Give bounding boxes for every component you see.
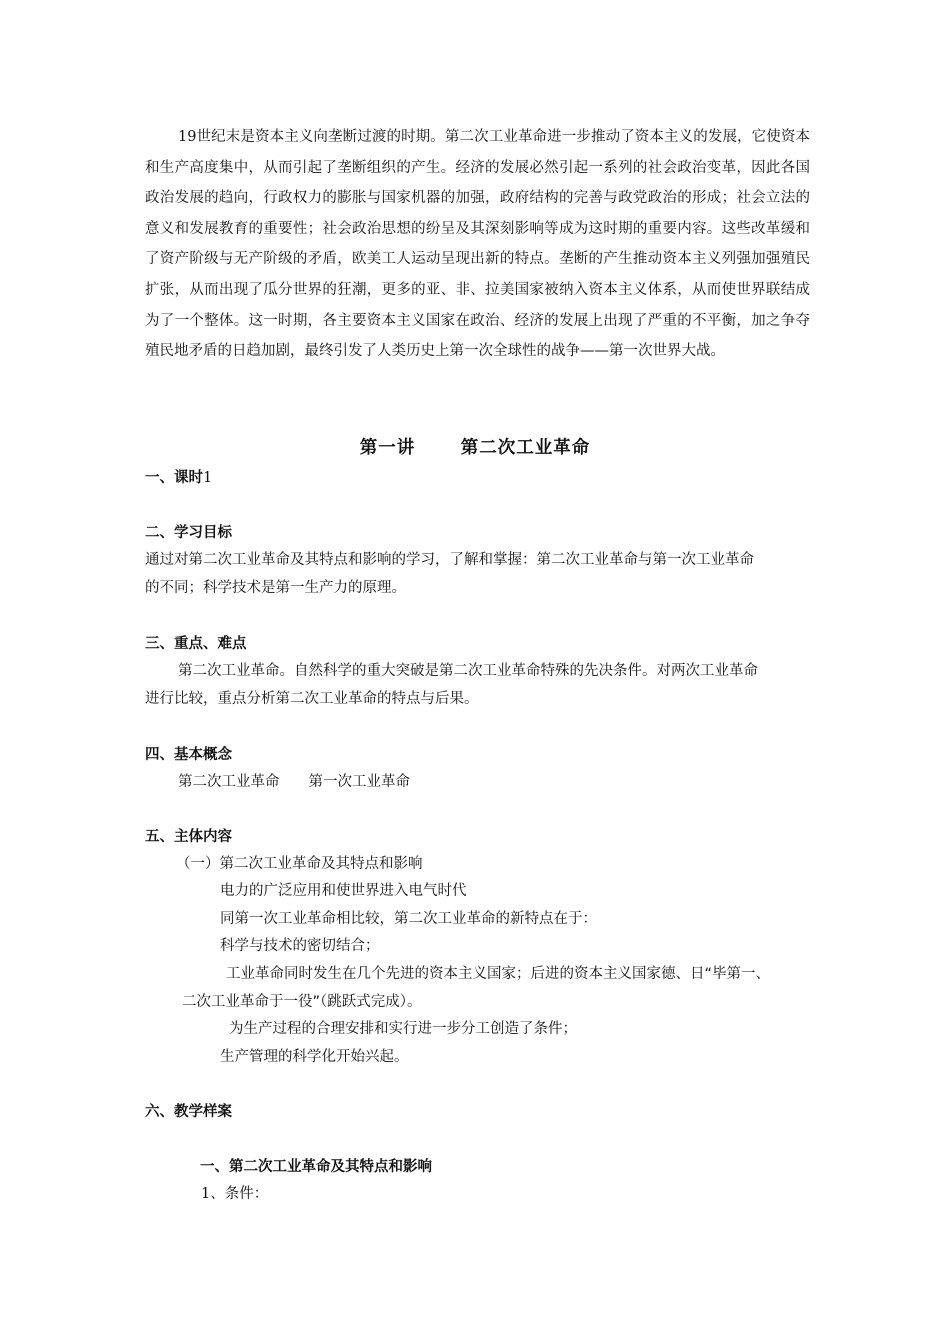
section-heading-teaching-sample: 六、教学样案 [145,1104,232,1120]
teaching-sample-item-1: 1、条件： [201,1186,269,1202]
main-content-line-7: 生产管理的科学化开始兴起。 [220,1049,409,1065]
section-heading-main-content: 五、主体内容 [145,829,232,845]
basic-concepts-line: 第二次工业革命 第一次工业革命 [178,774,410,790]
main-content-line-5: 二次工业革命于一役”（跳跃式完成）。 [182,994,422,1010]
key-points-line-2: 进行比较，重点分析第二次工业革命的特点与后果。 [145,691,479,707]
learning-goals-line-1: 通过对第二次工业革命及其特点和影响的学习，了解和掌握：第二次工业革命与第一次工业革命 [145,552,754,568]
main-content-line-1: 电力的广泛应用和使世界进入电气时代 [220,883,467,899]
main-content-line-2: 同第一次工业革命相比较，第二次工业革命的新特点在于： [220,911,597,927]
main-content-line-3: 科学与技术的密切结合； [220,938,380,954]
main-content-line-4: 工业革命同时发生在几个先进的资本主义国家；后进的资本主义国家德、日“毕第一、 [226,966,771,982]
section-heading-class-hours [145,466,212,487]
main-content-subheading: （一）第二次工业革命及其特点和影响 [176,856,423,872]
section-heading-learning-goals: 二、学习目标 [145,525,232,541]
intro-paragraph: 19世纪末是资本主义向垄断过渡的时期。第二次工业革命进一步推动了资本主义的发展，它使资本和生产高度集中，从而引起了垄断组织的产生。经济的发展必然引起一系列的社会政治变革，因此各国政治发展的趋向，行政权力的膨胀与国家机器的加强，政府结构的完善与政党政治的形成；社会立法的意义和发展教育的重要性；社会政治思想的纷呈及其深刻影响等成为这时期的重要内容。这些改革缓和了资产阶级与无产阶级的矛盾，欧美工人运动呈现出新的特点。垄断的产生推动资本主义列强加强殖民扩张，从而出现了瓜分世界的狂潮，更多的亚、非、拉美国家被纳入资本主义体系，从而使世界联结成为了一个整体。这一时期，各主要资本主义国家在政治、经济的发展上出现了严重的不平衡，加之争夺殖民地矛盾的日趋加剧，最终引发了人类历史上第一次全球性的战争——第一次世界大战。 [145,129,810,360]
key-points-line-1: 第二次工业革命。自然科学的重大突破是第二次工业革命特殊的先决条件。对两次工业革命 [178,663,758,679]
learning-goals-line-2: 的不同；科学技术是第一生产力的原理。 [145,580,406,596]
section-heading-key-points: 三、重点、难点 [145,636,247,652]
main-content-line-6: 为生产过程的合理安排和实行进一步分工创造了条件； [229,1021,577,1037]
class-hours-value: 1 [203,470,213,486]
lecture-title: 第一讲 第二次工业革命 [359,438,591,458]
section-heading-basic-concepts: 四、基本概念 [145,747,232,763]
class-hours-label: 一、课时 [145,470,203,486]
teaching-sample-subheading: 一、第二次工业革命及其特点和影响 [200,1159,432,1175]
